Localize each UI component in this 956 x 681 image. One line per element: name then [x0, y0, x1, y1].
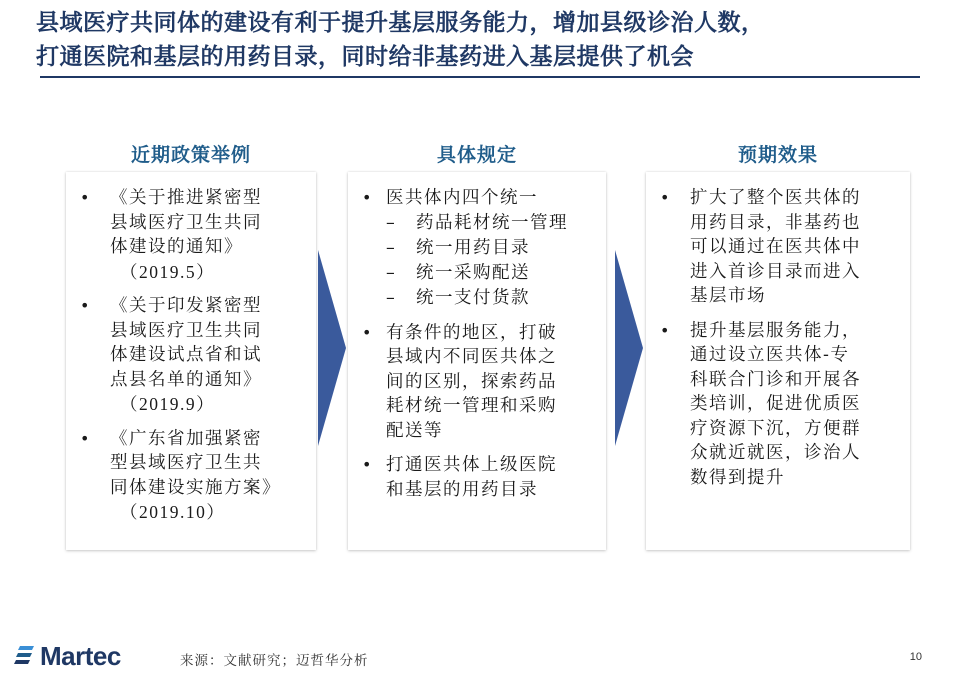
- bullet-icon: •: [80, 296, 91, 315]
- item-line: 和基层的用药目录: [386, 479, 538, 500]
- item-line: 科联合门诊和开展各: [690, 369, 861, 390]
- item-year: （2019.5）: [120, 261, 216, 282]
- item-line: 县域医疗卫生共同: [110, 212, 262, 233]
- item-line: 提升基层服务能力，: [690, 320, 861, 341]
- item-year: （2019.9）: [120, 394, 216, 414]
- policies-panel: [66, 172, 316, 550]
- policies-header: 近期政策举例: [130, 144, 251, 166]
- sub-item: [386, 286, 568, 311]
- list-item: [66, 427, 281, 525]
- item-line: 县域内不同医共体之: [386, 347, 557, 367]
- effects-list: [646, 186, 861, 500]
- page-number: 10: [909, 651, 922, 663]
- rules-header: 具体规定: [436, 144, 517, 166]
- logo-text: Martec: [40, 640, 121, 671]
- sub-item: [386, 261, 568, 286]
- effects-header: 预期效果: [737, 144, 818, 166]
- item-line: 进入首诊目录而进入: [690, 261, 861, 282]
- chevron-right-icon: [318, 250, 346, 446]
- bullet-icon: •: [660, 320, 671, 340]
- list-item: [348, 186, 568, 311]
- list-item: [646, 186, 861, 309]
- sub-item-text: 统一用药目录: [416, 237, 530, 258]
- item-line: 类培训，促进优质医: [690, 394, 861, 414]
- rules-panel: [348, 172, 606, 550]
- sub-item-text: 统一采购配送: [416, 262, 530, 283]
- item-line: 县域医疗卫生共同: [110, 320, 262, 341]
- item-line: 可以通过在医共体中: [690, 237, 861, 257]
- item-line: 体建设的通知》: [110, 237, 243, 257]
- item-line: 医共体内四个统一: [386, 188, 538, 208]
- item-line: 间的区别，探索药品: [386, 371, 557, 392]
- bullet-icon: •: [80, 428, 91, 448]
- sub-item-text: 统一支付货款: [416, 287, 530, 308]
- item-line: 耗材统一管理和采购: [386, 396, 557, 416]
- item-line: 打通医共体上级医院: [386, 455, 557, 475]
- item-line: 用药目录，非基药也: [690, 212, 861, 233]
- title-divider: [40, 76, 920, 78]
- sub-item-text: 药品耗材统一管理: [416, 212, 568, 233]
- sub-list: [386, 211, 568, 311]
- item-line: 通过设立医共体-专: [690, 345, 850, 365]
- rules-list: [348, 186, 568, 512]
- item-line: 点县名单的通知》: [110, 369, 262, 390]
- bullet-icon: •: [362, 455, 373, 474]
- bullet-icon: •: [362, 322, 373, 342]
- title-line-1: 县域医疗共同体的建设有利于提升基层服务能力，增加县级诊治人数，: [36, 9, 765, 36]
- page-title: [36, 6, 926, 74]
- item-line: 扩大了整个医共体的: [690, 188, 861, 208]
- list-item: [646, 319, 861, 491]
- item-line: 《关于印发紧密型: [110, 296, 262, 316]
- item-line: 型县域医疗卫生共: [110, 453, 262, 473]
- dash-icon: –: [386, 287, 397, 308]
- effects-panel: [646, 172, 910, 550]
- item-line: 《关于推进紧密型: [110, 188, 262, 208]
- sub-item: [386, 236, 568, 261]
- item-line: 体建设试点省和试: [110, 345, 262, 365]
- chevron-right-icon: [615, 250, 643, 446]
- item-line: 众就近就医，诊治人: [690, 443, 861, 463]
- item-line: 数得到提升: [690, 467, 785, 488]
- bullet-icon: •: [80, 188, 91, 207]
- list-item: [348, 321, 568, 444]
- item-line: 基层市场: [690, 286, 766, 306]
- martec-logo: [14, 640, 121, 672]
- item-line: 配送等: [386, 420, 443, 441]
- list-item: [348, 453, 568, 502]
- dash-icon: –: [386, 262, 397, 283]
- dash-icon: –: [386, 212, 397, 233]
- bullet-icon: •: [362, 188, 373, 207]
- item-line: 疗资源下沉，方便群: [690, 418, 861, 439]
- item-year: （2019.10）: [120, 502, 226, 522]
- policies-list: [66, 186, 281, 535]
- bullet-icon: •: [660, 188, 671, 207]
- item-line: 《广东省加强紧密: [110, 428, 262, 449]
- sub-item: [386, 211, 568, 236]
- source-note: 来源：文献研究；迈哲华分析: [180, 653, 369, 669]
- list-item: [66, 186, 281, 284]
- item-line: 同体建设实施方案》: [110, 477, 281, 498]
- logo-mark-icon: [14, 644, 36, 668]
- title-line-2: 打通医院和基层的用药目录，同时给非基药进入基层提供了机会: [36, 43, 694, 70]
- item-line: 有条件的地区，打破: [386, 322, 557, 343]
- dash-icon: –: [386, 237, 397, 258]
- list-item: [66, 294, 281, 417]
